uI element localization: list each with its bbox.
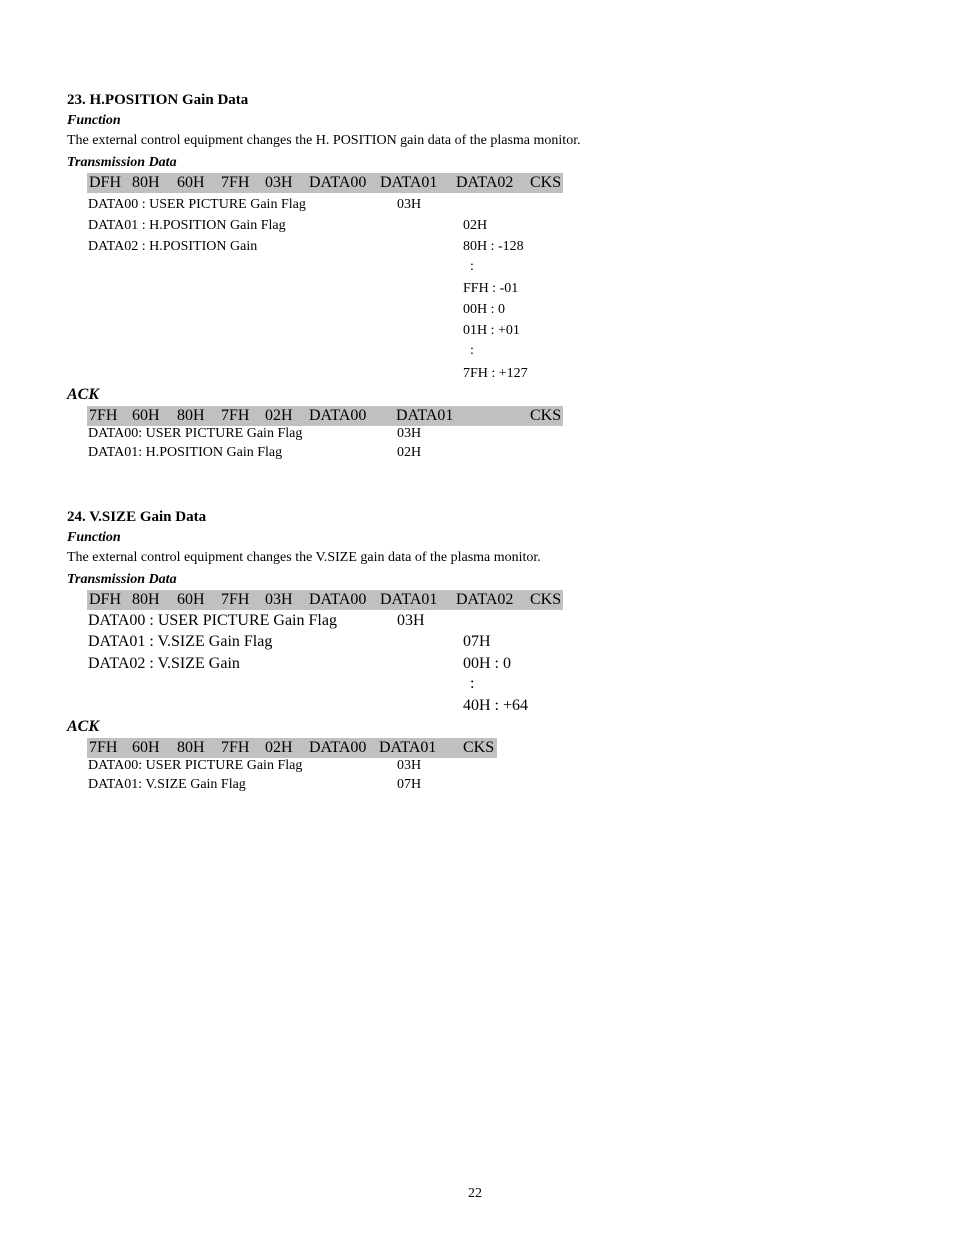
header-cell: DATA01 xyxy=(380,174,438,191)
data-line-label: DATA01 : H.POSITION Gain Flag xyxy=(88,218,286,233)
header-cell: 03H xyxy=(265,174,293,191)
ack-line-label: DATA01: H.POSITION Gain Flag xyxy=(88,445,283,460)
header-cell: 60H xyxy=(177,591,205,608)
transmission-header-bar xyxy=(87,173,563,193)
value-list-item: 40H : +64 xyxy=(463,697,529,714)
transmission-data-label: Transmission Data xyxy=(67,155,177,170)
header-cell: DFH xyxy=(89,591,122,608)
ack-line-label: DATA00: USER PICTURE Gain Flag xyxy=(88,758,303,773)
data-line-value: 02H xyxy=(463,218,488,233)
value-list-item: FFH : -01 xyxy=(463,281,519,296)
header-cell: 80H xyxy=(177,739,205,756)
header-cell: DATA00 xyxy=(309,174,367,191)
header-cell: DATA01 xyxy=(380,591,438,608)
data-line-label: DATA01 : V.SIZE Gain Flag xyxy=(88,633,273,650)
header-cell: CKS xyxy=(463,739,495,756)
header-cell: DATA01 xyxy=(396,407,454,424)
header-cell: DATA01 xyxy=(379,739,437,756)
value-list-item: : xyxy=(470,259,474,274)
header-cell: DATA00 xyxy=(309,407,367,424)
header-cell: 80H xyxy=(132,591,160,608)
data-line-label: DATA00 : USER PICTURE Gain Flag xyxy=(88,197,306,212)
ack-header-bar xyxy=(87,738,497,758)
transmission-data-label: Transmission Data xyxy=(67,572,177,587)
header-cell: DATA02 xyxy=(456,591,514,608)
header-cell: 02H xyxy=(265,407,293,424)
header-cell: 7FH xyxy=(221,407,250,424)
header-cell: CKS xyxy=(530,174,562,191)
data-line-value: 80H : -128 xyxy=(463,239,524,254)
header-cell: 7FH xyxy=(221,739,250,756)
header-cell: 60H xyxy=(177,174,205,191)
ack-line-value: 03H xyxy=(397,426,422,441)
function-label: Function xyxy=(67,113,121,128)
header-cell: DATA02 xyxy=(456,174,514,191)
value-list-item: 00H : 0 xyxy=(463,302,505,317)
header-cell: DFH xyxy=(89,174,122,191)
data-line-value: 07H xyxy=(463,633,491,650)
header-cell: CKS xyxy=(530,407,562,424)
ack-label: ACK xyxy=(67,386,100,403)
data-line-value: 03H xyxy=(397,197,422,212)
transmission-header-bar xyxy=(87,590,563,610)
header-cell: 7FH xyxy=(221,174,250,191)
section-title: 23. H.POSITION Gain Data xyxy=(67,92,249,108)
ack-line-value: 03H xyxy=(397,758,422,773)
value-list-item: : xyxy=(470,675,475,692)
ack-header-bar xyxy=(87,406,563,426)
header-cell: 7FH xyxy=(89,407,118,424)
header-cell: 02H xyxy=(265,739,293,756)
data-line-label: DATA02 : H.POSITION Gain xyxy=(88,239,258,254)
ack-line-value: 07H xyxy=(397,777,422,792)
header-cell: 7FH xyxy=(221,591,250,608)
ack-line-label: DATA01: V.SIZE Gain Flag xyxy=(88,777,246,792)
header-cell: DATA00 xyxy=(309,739,367,756)
data-line-label: DATA02 : V.SIZE Gain xyxy=(88,655,240,672)
ack-label: ACK xyxy=(67,718,100,735)
section-description: The external control equipment changes the H. POSITION gain data of the plasma monitor. xyxy=(67,133,581,148)
header-cell: 80H xyxy=(132,174,160,191)
function-label: Function xyxy=(67,530,121,545)
data-line-label: DATA00 : USER PICTURE Gain Flag xyxy=(88,612,337,629)
header-cell: 60H xyxy=(132,739,160,756)
header-cell: 60H xyxy=(132,407,160,424)
ack-line-label: DATA00: USER PICTURE Gain Flag xyxy=(88,426,303,441)
section-description: The external control equipment changes the V.SIZE gain data of the plasma monitor. xyxy=(67,550,541,565)
section-title: 24. V.SIZE Gain Data xyxy=(67,509,207,525)
header-cell: DATA00 xyxy=(309,591,367,608)
header-cell: CKS xyxy=(530,591,562,608)
data-line-value: 00H : 0 xyxy=(463,655,511,672)
header-cell: 80H xyxy=(177,407,205,424)
value-list-item: 7FH : +127 xyxy=(463,366,528,381)
value-list-item: : xyxy=(470,343,474,358)
ack-line-value: 02H xyxy=(397,445,422,460)
value-list-item: 01H : +01 xyxy=(463,323,520,338)
header-cell: 7FH xyxy=(89,739,118,756)
data-line-value: 03H xyxy=(397,612,425,629)
page-number: 22 xyxy=(468,1186,482,1201)
header-cell: 03H xyxy=(265,591,293,608)
